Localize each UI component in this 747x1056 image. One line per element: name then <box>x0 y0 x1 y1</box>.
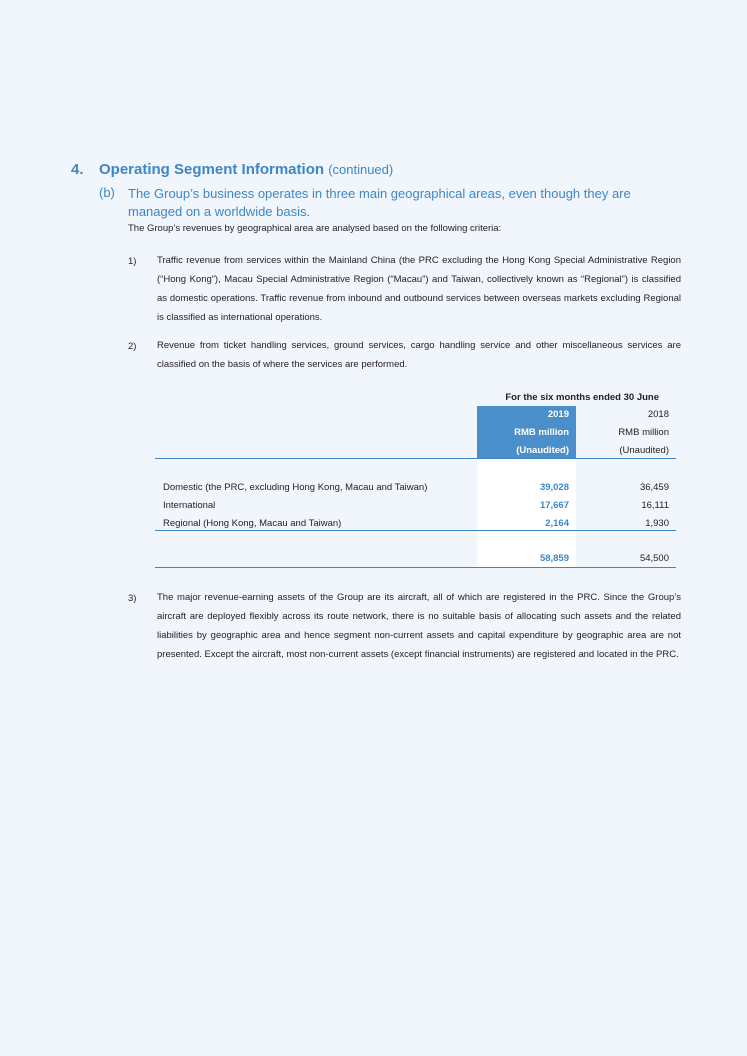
row-international-2018: 16,111 <box>641 500 669 511</box>
item-2-number: 2) <box>128 341 137 352</box>
col-2018-status: (Unaudited) <box>619 445 669 456</box>
subtotal-rule <box>155 530 676 531</box>
item-1-number: 1) <box>128 256 137 267</box>
row-regional-label: Regional (Hong Kong, Macau and Taiwan) <box>163 518 342 529</box>
row-regional-2018: 1,930 <box>645 518 669 529</box>
col-2019-status: (Unaudited) <box>516 445 569 456</box>
section-title-text: Operating Segment Information <box>99 161 325 178</box>
col-2019-year: 2019 <box>547 409 569 420</box>
item-2-text: Revenue from ticket handling services, ground services, cargo handling service and other miscellaneous services are classified on the basis of where the services are performed. <box>157 340 681 370</box>
row-domestic-2019: 39,028 <box>539 482 569 493</box>
row-domestic-label: Domestic (the PRC, excluding Hong Kong, Macau and Taiwan) <box>163 482 428 493</box>
col-2019-unit: RMB million <box>514 427 569 438</box>
col-2018-year: 2018 <box>647 409 669 420</box>
subsection-label: (b) <box>99 185 115 200</box>
section-number: 4. <box>71 161 84 178</box>
total-2018: 54,500 <box>639 553 669 564</box>
row-domestic-2018: 36,459 <box>639 482 669 493</box>
intro-text: The Group’s revenues by geographical area are analysed based on the following criteria: <box>128 223 502 234</box>
row-international-label: International <box>163 500 216 511</box>
col-2018-unit: RMB million <box>618 427 669 438</box>
item-3-text: The major revenue-earning assets of the Group are its aircraft, all of which are registered in the PRC. Since the Group’s aircraft are deployed flexibly across its route network, there is no suitable basis of allocating such assets and the related liabilities by geographic area and hence segment non-current assets and capital expenditure by geographic area are not presented. Except the aircraft, most non-current assets (except financial instruments) are registered and located in the PRC. <box>157 592 681 660</box>
table-period-heading: For the six months ended 30 June <box>505 392 659 403</box>
item-1-text: Traffic revenue from services within the Mainland China (the PRC excluding the Hong Kong Special Administrative Region (“Hong Kong”), Macau Special Administrative Region (“Macau”) and Taiwan, collectively known as “Regional”) is classified as domestic operations. Traffic revenue from inbound and outbound services between overseas markets excluding Regional is classified as international operations. <box>157 255 681 323</box>
row-regional-2019: 2,164 <box>545 518 569 529</box>
total-2019: 58,859 <box>539 553 569 564</box>
section-continued: (continued) <box>328 162 394 177</box>
total-rule <box>155 567 676 568</box>
section-title <box>99 161 393 178</box>
header-rule <box>155 458 676 459</box>
item-3-number: 3) <box>128 593 137 604</box>
row-international-2019: 17,667 <box>539 500 569 511</box>
subsection-title: The Group’s business operates in three main geographical areas, even though they are managed on a worldwide basis. <box>128 186 631 219</box>
